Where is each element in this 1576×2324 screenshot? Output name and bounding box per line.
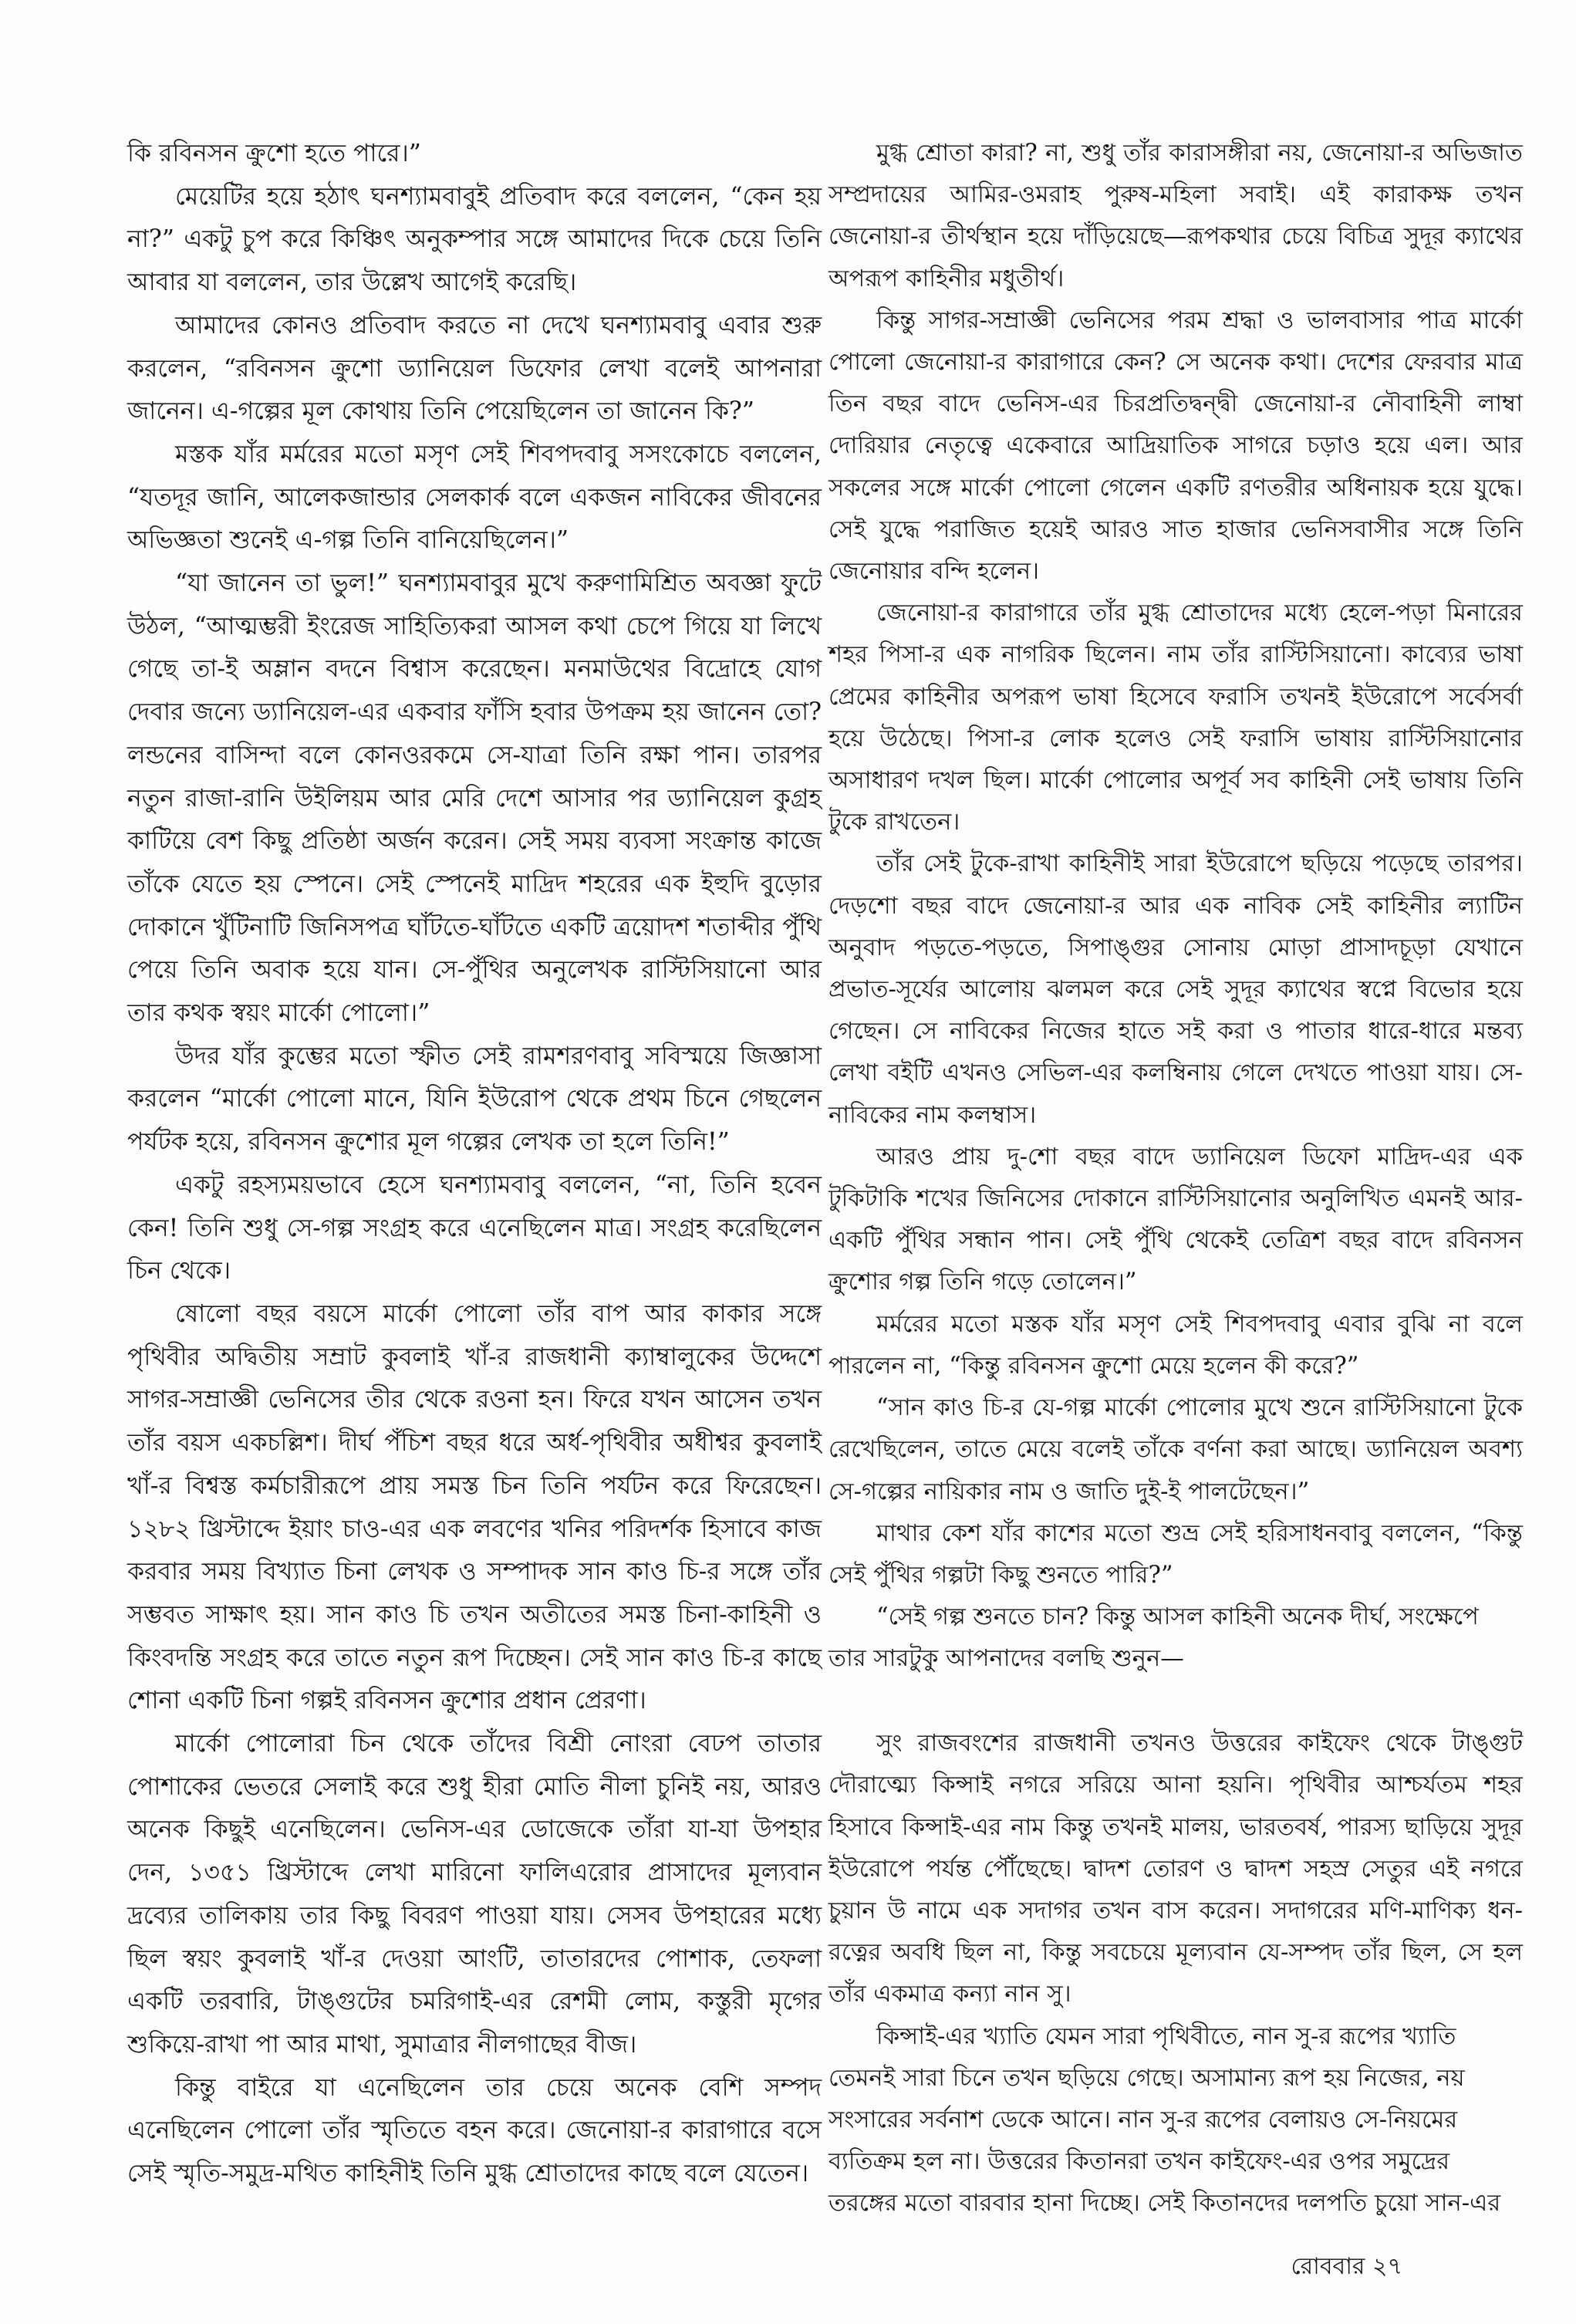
paragraph: সুং রাজবংশের রাজধানী তখনও উত্তরের কাইফেং থেকে টাঙ্গুট দৌরাত্ম্যে কিন্সাই নগরে সরিয়ে আনা হয়নি। পৃথিবীর আশ্চর্যতম শহর হিসাবে কিন্সাই-এর নাম কিন্তু তখনই মালয়, ভারতবর্ষ, পারস্য ছাড়িয়ে সুদূর ইউরোপে পর্যন্ত পৌঁছেছে। দ্বাদশ তোরণ ও দ্বাদশ সহস্র সেতুর এই নগরে চুয়ান উ নামে এক সদাগর তখন বাস করেন। সদাগরের মণি-মাণিক্য ধন-রত্নের অবধি ছিল না, কিন্তু সবচেয়ে মূল্যবান যে-সম্পদ তাঁর ছিল, সে হল তাঁর একমাত্র কন্যা নান সু। [828,1730,1524,2008]
paragraph: উদর যাঁর কুম্ভের মতো স্ফীত সেই রামশরণবাবু সবিস্ময়ে জিজ্ঞাসা করলেন “মার্কো পোলো মানে, যিনি ইউরোপ থেকে প্রথম চিনে গেছলেন পর্যটক হয়ে, রবিনসন ক্রুশোর মূল গল্পের লেখক তা হলে তিনি!” [127,1042,822,1157]
paragraph: “সেই গল্প শুনতে চান? কিন্তু আসল কাহিনী অনেক দীর্ঘ, সংক্ষেপে তার সারটুকু আপনাদের বলছি শুনুন— [828,1603,1479,1673]
paragraph: মুগ্ধ শ্রোতা কারা? না, শুধু তাঁর কারাসঙ্গীরা নয়, জেনোয়া-র অভিজাত সম্প্রদায়ের আমির-ওমরাহ পুরুষ-মহিলা সবাই। এই কারাকক্ষ তখন জেনোয়া-র তীর্থস্থান হয়ে দাঁড়িয়েছে—রূপকথার চেয়ে বিচিত্র সুদূর ক্যাথের অপরূপ কাহিনীর মধুতীর্থ। [828,140,1523,292]
paragraph: কিন্তু বাইরে যা এনেছিলেন তার চেয়ে অনেক বেশি সম্পদ এনেছিলেন পোলো তাঁর স্মৃতিতে বহন করে। জেনোয়া-র কারাগারে বসে সেই স্মৃতি-সমুদ্র-মথিত কাহিনীই তিনি মুগ্ধ শ্রোতাদের কাছে বলে যেতেন। [127,2073,822,2188]
left-column [127,133,822,2196]
paragraph: আমাদের কোনও প্রতিবাদ করতে না দেখে ঘনশ্যামবাবু এবার শুরু করলেন, “রবিনসন ক্রুশো ড্যানিয়েল ডিফোর লেখা বলেই আপনারা জানেন। এ-গল্পের মূল কোথায় তিনি পেয়েছিলেন তা জানেন কি?” [127,311,822,426]
paragraph: কিন্তু সাগর-সম্রাজ্ঞী ভেনিসের পরম শ্রদ্ধা ও ভালবাসার পাত্র মার্কো পোলো জেনোয়া-র কারাগারে কেন? সে অনেক কথা। দেশের ফেরবার মাত্র তিন বছর বাদে ভেনিস-এর চিরপ্রতিদ্বন্দ্বী জেনোয়া-র নৌবাহিনী লাম্বা দোরিয়ার নেতৃত্বে একেবারে আদ্রিয়াতিক সাগরে চড়াও হয়ে এল। আর সকলের সঙ্গে মার্কো পোলো গেলেন একটি রণতরীর অধিনায়ক হয়ে যুদ্ধে। সেই যুদ্ধে পরাজিত হয়েই আরও সাত হাজার ভেনিসবাসীর সঙ্গে তিনি জেনোয়ার বন্দি হলেন। [828,306,1523,586]
right-column [828,133,1523,2225]
section-break [828,1681,1523,1724]
paragraph: কি রবিনসন ক্রুশো হতে পারে।” [127,140,421,167]
page-footer: রোববার ২৭ [1291,2253,1402,2280]
paragraph: ষোলো বছর বয়সে মার্কো পোলো তাঁর বাপ আর কাকার সঙ্গে পৃথিবীর অদ্বিতীয় সম্রাট কুবলাই খাঁ-র রাজধানী ক্যাম্বালুকের উদ্দেশে সাগর-সম্রাজ্ঞী ভেনিসের তীর থেকে রওনা হন। ফিরে যখন আসেন তখন তাঁর বয়স একচল্লিশ। দীর্ঘ পঁচিশ বছর ধরে অর্ধ-পৃথিবীর অধীশ্বর কুবলাই খাঁ-র বিশ্বস্ত কর্মচারীরূপে প্রায় সমস্ত চিন তিনি পর্যটন করে ফিরেছেন। ১২৮২ খ্রিস্টাব্দে ইয়াং চাও-এর এক লবণের খনির পরিদর্শক হিসাবে কাজ করবার সময় বিখ্যাত চিনা লেখক ও সম্পাদক সান কাও চি-র সঙ্গে তাঁর সম্ভবত সাক্ষাৎ হয়। সান কাও চি তখন অতীতের সমস্ত চিনা-কাহিনী ও কিংবদন্তি সংগ্রহ করে তাতে নতুন রূপ দিচ্ছেন। সেই সান কাও চি-র কাছে শোনা একটি চিনা গল্পই রবিনসন ক্রুশোর প্রধান প্রেরণা। [127,1299,822,1715]
paragraph: মস্তক যাঁর মর্মরের মতো মসৃণ সেই শিবপদবাবু সসংকোচে বললেন, “যতদূর জানি, আলেকজান্ডার সেলকার্ক বলে একজন নাবিকের জীবনের অভিজ্ঞতা শুনেই এ-গল্প তিনি বানিয়েছিলেন।” [127,440,822,555]
paragraph: “যা জানেন তা ভুল!” ঘনশ্যামবাবুর মুখে করুণামিশ্রিত অবজ্ঞা ফুটে উঠল, “আত্মম্ভরী ইংরেজ সাহিত্যিকরা আসল কথা চেপে গিয়ে যা লিখে গেছে তা-ই অম্লান বদনে বিশ্বাস করেছেন। মনমাউথের বিদ্রোহে যোগ দেবার জন্যে ড্যানিয়েল-এর একবার ফাঁসি হবার উপক্রম হয় জানেন তো? লন্ডনের বাসিন্দা বলে কোনওরকমে সে-যাত্রা তিনি রক্ষা পান। তারপর নতুন রাজা-রানি উইলিয়ম আর মেরি দেশে আসার পর ড্যানিয়েল কুগ্রহ কাটিয়ে বেশ কিছু প্রতিষ্ঠা অর্জন করেন। সেই সময় ব্যবসা সংক্রান্ত কাজে তাঁকে যেতে হয় স্পেনে। সেই স্পেনেই মাদ্রিদ শহরের এক ইহুদি বুড়োর দোকানে খুঁটিনাটি জিনিসপত্র ঘাঁটতে-ঘাঁটতে একটি ত্রয়োদশ শতাব্দীর পুঁথি পেয়ে তিনি অবাক হয়ে যান। সে-পুঁথির অনুলেখক রাস্টিসিয়ানো আর তার কথক স্বয়ং মার্কো পোলো।” [127,569,822,1028]
paragraph: মর্মরের মতো মস্তক যাঁর মসৃণ সেই শিবপদবাবু এবার বুঝি না বলে পারলেন না, “কিন্তু রবিনসন ক্রুশো মেয়ে হলেন কী করে?” [828,1310,1523,1380]
paragraph: আরও প্রায় দু-শো বছর বাদে ড্যানিয়েল ডিফো মাদ্রিদ-এর এক টুকিটাকি শখের জিনিসের দোকানে রাস্টিসিয়ানোর অনুলিখিত এমনই আর-একটি পুঁথির সন্ধান পান। সেই পুঁথি থেকেই তেত্রিশ বছর বাদে রবিনসন ক্রুশোর গল্প তিনি গড়ে তোলেন।” [828,1143,1523,1296]
paragraph: কিন্সাই-এর খ্যাতি যেমন সারা পৃথিবীতে, নান সু-র রূপের খ্যাতি তেমনই সারা চিনে তখন ছড়িয়ে গেছে। অসামান্য রূপ হয় নিজের, নয় সংসারের সর্বনাশ ডেকে আনে। নান সু-র রূপের বেলায়ও সে-নিয়মের ব্যতিক্রম হল না। উত্তরের কিতানরা তখন কাইফেং-এর ওপর সমুদ্রের তরঙ্গের মতো বারবার হানা দিচ্ছে। সেই কিতানদের দলপতি চুয়ো সান-এর [828,2022,1501,2218]
paragraph: “সান কাও চি-র যে-গল্প মার্কো পোলোর মুখে শুনে রাস্টিসিয়ানো টুকে রেখেছিলেন, তাতে মেয়ে বলেই তাঁকে বর্ণনা করা আছে। ড্যানিয়েল অবশ্য সে-গল্পের নায়িকার নাম ও জাতি দুই-ই পালটেছেন।” [828,1394,1523,1505]
paragraph: মাথার কেশ যাঁর কাশের মতো শুভ্র সেই হরিসাধনবাবু বললেন, “কিন্তু সেই পুঁথির গল্পটা কিছু শুনতে পারি?” [828,1519,1523,1589]
paragraph: জেনোয়া-র কারাগারে তাঁর মুগ্ধ শ্রোতাদের মধ্যে হেলে-পড়া মিনারের শহর পিসা-র এক নাগরিক ছিলেন। নাম তাঁর রাস্টিসিয়ানো। কাব্যের ভাষা প্রেমের কাহিনীর অপরূপ ভাষা হিসেবে ফরাসি তখনই ইউরোপে সর্বেসর্বা হয়ে উঠেছে। পিসা-র লোক হলেও সেই ফরাসি ভাষায় রাস্টিসিয়ানোর অসাধারণ দখল ছিল। মার্কো পোলোর অপূর্ব সব কাহিনী সেই ভাষায় তিনি টুকে রাখতেন। [828,600,1523,836]
paragraph: একটু রহস্যময়ভাবে হেসে ঘনশ্যামবাবু বললেন, “না, তিনি হবেন কেন! তিনি শুধু সে-গল্প সংগ্রহ করে এনেছিলেন মাত্র। সংগ্রহ করেছিলেন চিন থেকে। [127,1170,822,1285]
paragraph: তাঁর সেই টুকে-রাখা কাহিনীই সারা ইউরোপে ছড়িয়ে পড়েছে তারপর। দেড়শো বছর বাদে জেনোয়া-র আর এক নাবিক সেই কাহিনীর ল্যাটিন অনুবাদ পড়তে-পড়তে, সিপাঙ্গুর সোনায় মোড়া প্রাসাদচূড়া যেখানে প্রভাত-সূর্যের আলোয় ঝলমল করে সেই সুদূর ক্যাথের স্বপ্নে বিভোর হয়ে গেছেন। সে নাবিকের নিজের হাতে সই করা ও পাতার ধারে-ধারে মন্তব্য লেখা বইটি এখনও সেভিল-এর কলম্বিনায় গেলে দেখতে পাওয়া যায়। সে-নাবিকের নাম কলম্বাস। [828,850,1523,1129]
paragraph: মেয়েটির হয়ে হঠাৎ ঘনশ্যামবাবুই প্রতিবাদ করে বললেন, “কেন হয় না?” একটু চুপ করে কিঞ্চিৎ অনুকম্পার সঙ্গে আমাদের দিকে চেয়ে তিনি আবার যা বললেন, তার উল্লেখ আগেই করেছি। [127,182,822,297]
paragraph: মার্কো পোলোরা চিন থেকে তাঁদের বিশ্রী নোংরা বেঢপ তাতার পোশাকের ভেতরে সেলাই করে শুধু হীরা মোতি নীলা চুনিই নয়, আরও অনেক কিছুই এনেছিলেন। ভেনিস-এর ডোজেকে তাঁরা যা-যা উপহার দেন, ১৩৫১ খ্রিস্টাব্দে লেখা মারিনো ফালিএরোর প্রাসাদের মূল্যবান দ্রব্যের তালিকায় তার কিছু বিবরণ পাওয়া যায়। সেসব উপহারের মধ্যে ছিল স্বয়ং কুবলাই খাঁ-র দেওয়া আংটি, তাতারদের পোশাক, তেফলা একটি তরবারি, টাঙ্গুটের চমরিগাই-এর রেশমী লোম, কস্তুরী মৃগের শুকিয়ে-রাখা পা আর মাথা, সুমাত্রার নীলগাছের বীজ। [127,1730,822,2059]
